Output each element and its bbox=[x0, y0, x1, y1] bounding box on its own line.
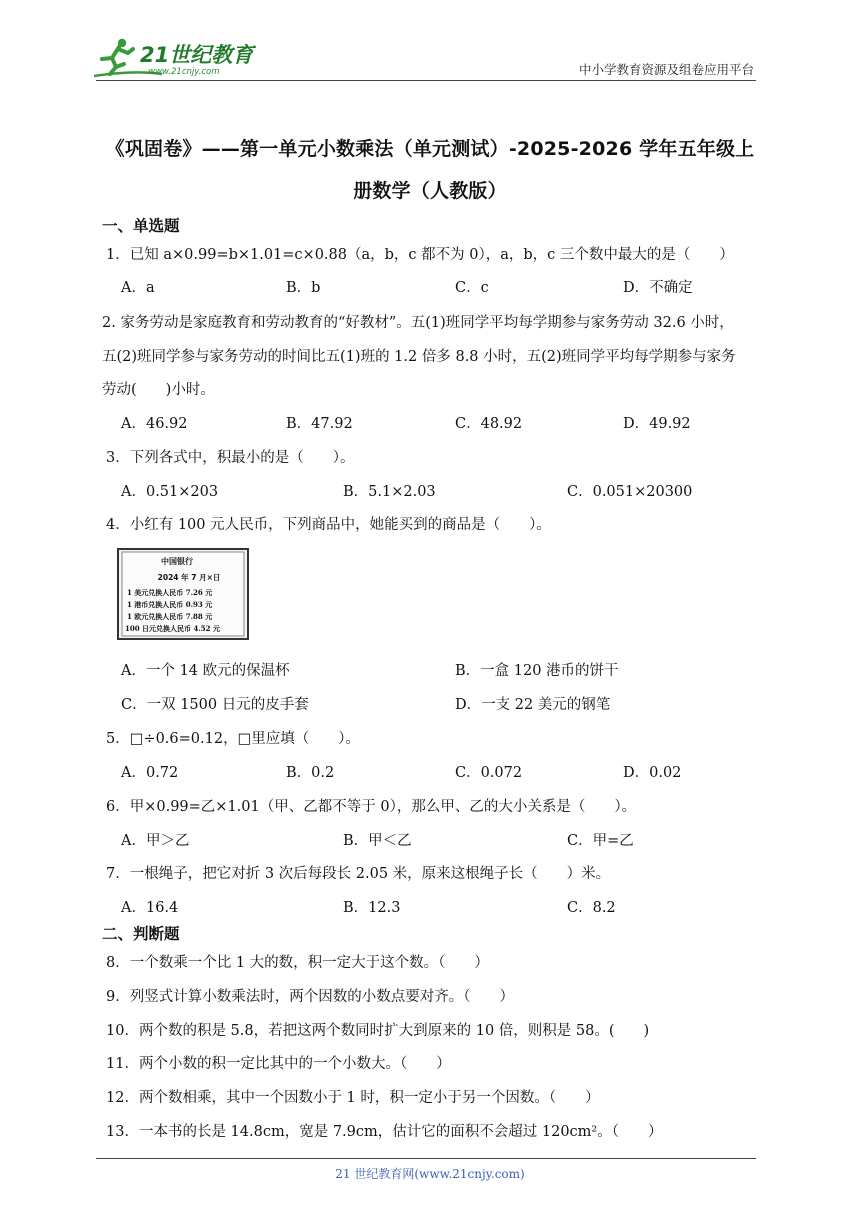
question-12: 12．两个数相乘，其中一个因数小于 1 时，积一定小于另一个因数。（ ） bbox=[106, 1090, 600, 1106]
question-2-line-1: 2. 家务劳动是家庭教育和劳动教育的“好教材”。五(1)班同学平均每学期参与家务劳动 32.6 小时， bbox=[102, 315, 734, 331]
q6-option-a: A．甲＞乙 bbox=[121, 833, 190, 849]
logo-url: www.21cnjy.com bbox=[148, 67, 220, 77]
q6-option-c: C．甲=乙 bbox=[567, 833, 634, 849]
q7-option-b: B．12.3 bbox=[343, 900, 401, 916]
footer-link[interactable]: 21 世纪教育网(www.21cnjy.com) bbox=[335, 1167, 525, 1181]
title-line-2: 册数学（人教版） bbox=[353, 180, 507, 202]
question-5: 5．□÷0.6=0.12，□里应填（ ）。 bbox=[106, 731, 361, 747]
logo-text: 21世纪教育 bbox=[140, 43, 254, 67]
question-8: 8．一个数乘一个比 1 大的数，积一定大于这个数。（ ） bbox=[106, 955, 489, 971]
logo bbox=[92, 34, 262, 78]
q5-option-a: A．0.72 bbox=[121, 765, 179, 781]
q4-option-d: D．一支 22 美元的钢笔 bbox=[455, 697, 611, 713]
q3-option-a: A．0.51×203 bbox=[121, 484, 219, 500]
q2-option-d: D．49.92 bbox=[623, 416, 691, 432]
question-6: 6．甲×0.99=乙×1.01（甲、乙都不等于 0），那么甲、乙的大小关系是（ ）。 bbox=[106, 799, 637, 815]
q3-option-b: B．5.1×2.03 bbox=[343, 484, 436, 500]
platform-name: 中小学教育资源及组卷应用平台 bbox=[578, 62, 754, 77]
q3-option-c: C．0.051×20300 bbox=[567, 484, 693, 500]
question-9: 9．列竖式计算小数乘法时，两个因数的小数点要对齐。（ ） bbox=[106, 989, 514, 1005]
q4-option-c: C．一双 1500 日元的皮手套 bbox=[121, 697, 309, 713]
question-4: 4．小红有 100 元人民币，下列商品中，她能买到的商品是（ ）。 bbox=[106, 517, 551, 533]
question-2-line-2: 五(2)班同学参与家务劳动的时间比五(1)班的 1.2 倍多 8.8 小时，五(2)班同学平均每学期参与家务 bbox=[102, 349, 736, 365]
q2-option-c: C．48.92 bbox=[455, 416, 523, 432]
q1-option-b: B．b bbox=[286, 280, 321, 296]
q7-option-c: C．8.2 bbox=[567, 900, 616, 916]
q4-option-b: B．一盒 120 港币的饼干 bbox=[455, 663, 619, 679]
notice-date: 2024 年 7 月×日 bbox=[157, 573, 221, 582]
exchange-rate-notice bbox=[117, 548, 249, 640]
section-heading-choice: 一、单选题 bbox=[102, 217, 180, 235]
q1-option-d: D．不确定 bbox=[623, 280, 693, 296]
q2-option-b: B．47.92 bbox=[286, 416, 353, 432]
notice-rate-usd: 1 美元兑换人民币 7.26 元 bbox=[127, 588, 213, 597]
notice-bank: 中国银行 bbox=[161, 557, 193, 566]
notice-rate-eur: 1 欧元兑换人民币 7.88 元 bbox=[127, 612, 213, 621]
q5-option-d: D．0.02 bbox=[623, 765, 682, 781]
q2-option-a: A．46.92 bbox=[121, 416, 188, 432]
notice-rate-jpy: 100 日元兑换人民币 4.52 元 bbox=[125, 624, 220, 633]
q5-option-b: B．0.2 bbox=[286, 765, 335, 781]
q4-option-a: A．一个 14 欧元的保温杯 bbox=[121, 663, 290, 679]
title-line-1: 《巩固卷》——第一单元小数乘法（单元测试）-2025-2026 学年五年级上 bbox=[105, 138, 755, 160]
question-13: 13．一本书的长是 14.8cm，宽是 7.9cm，估计它的面积不会超过 120cm²。（ ） bbox=[106, 1124, 663, 1140]
question-1: 1．已知 a×0.99=b×1.01=c×0.88（a，b，c 都不为 0），a，b，c 三个数中最大的是（ ） bbox=[106, 247, 734, 263]
question-7: 7．一根绳子，把它对折 3 次后每段长 2.05 米，原来这根绳子长（ ）米。 bbox=[106, 866, 611, 882]
question-2-line-3: 劳动( )小时。 bbox=[102, 382, 215, 398]
question-11: 11．两个小数的积一定比其中的一个小数大。（ ） bbox=[106, 1056, 451, 1072]
q1-option-a: A．a bbox=[121, 280, 155, 296]
notice-rate-hkd: 1 港币兑换人民币 0.93 元 bbox=[127, 600, 213, 609]
footer-divider bbox=[96, 1158, 756, 1159]
question-3: 3．下列各式中，积最小的是（ ）。 bbox=[106, 450, 355, 466]
header-divider bbox=[96, 80, 756, 81]
q6-option-b: B．甲＜乙 bbox=[343, 833, 412, 849]
section-heading-judgement: 二、判断题 bbox=[102, 925, 180, 943]
question-10: 10．两个数的积是 5.8，若把这两个数同时扩大到原来的 10 倍，则积是 58。( ) bbox=[106, 1023, 650, 1039]
q7-option-a: A．16.4 bbox=[121, 900, 179, 916]
q1-option-c: C．c bbox=[455, 280, 489, 296]
q5-option-c: C．0.072 bbox=[455, 765, 523, 781]
